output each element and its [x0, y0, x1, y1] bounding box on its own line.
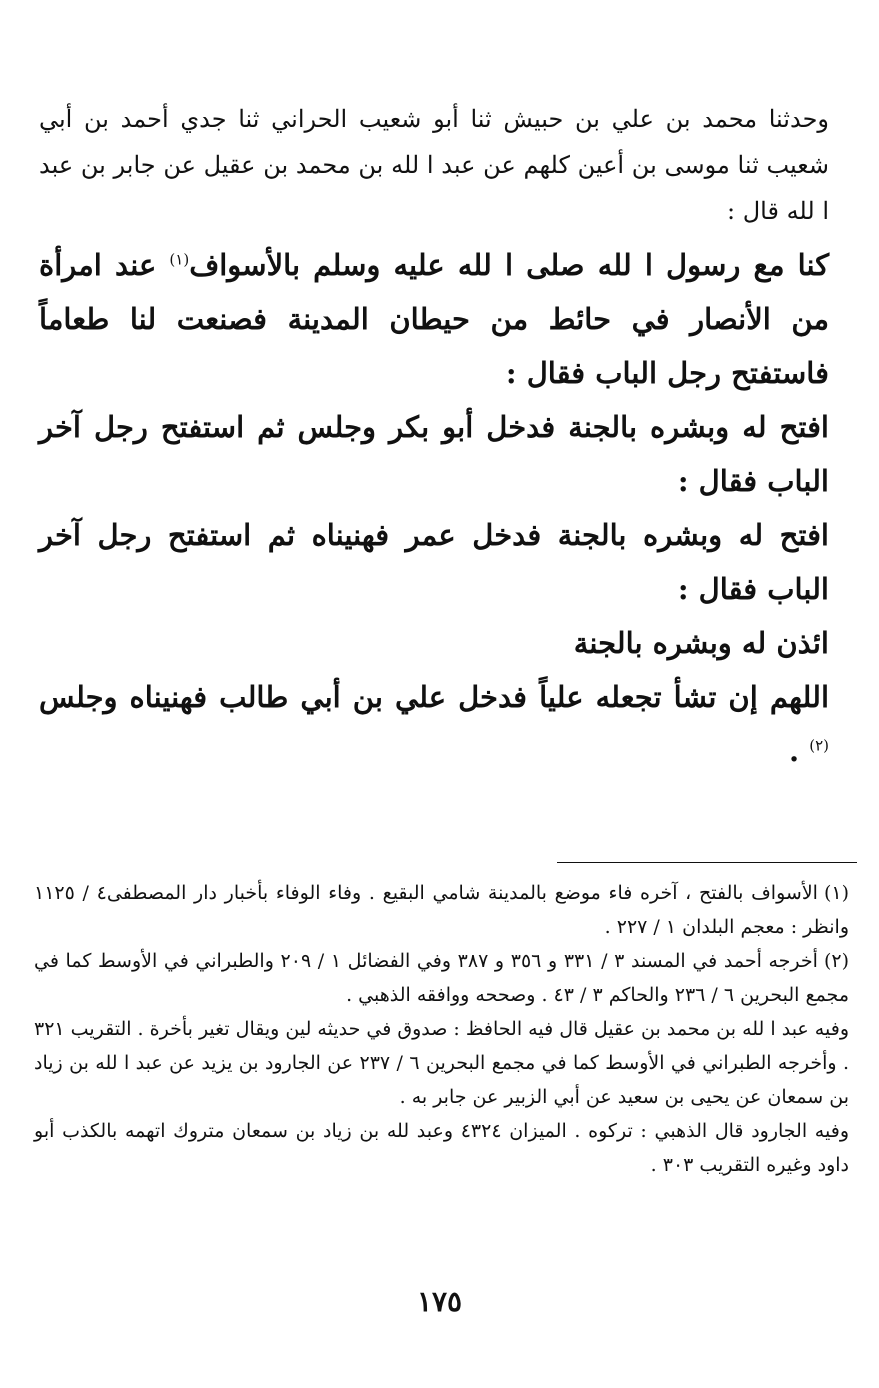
footnote-separator: [557, 862, 857, 863]
footnote-2-continuation-2: وفيه الجارود قال الذهبي : تركوه . الميزان ٤٣٢٤ وعبد لله بن زياد بن سمعان متروك اتهمه بالكذب أبو داود وغيره التقريب ٣٠٣ .: [34, 1120, 849, 1176]
hadith-paragraph-3: افتح له وبشره بالجنة فدخل عمر فهنيناه ثم استفتح رجل آخر الباب فقال :: [39, 518, 829, 606]
footnote-marker-2[interactable]: (٢): [809, 736, 829, 755]
hadith-paragraph-5: [39, 670, 829, 778]
footnote-1-number: (١): [823, 882, 850, 904]
hadith-p5-after: .: [789, 734, 810, 768]
footnote-marker-1[interactable]: (١): [169, 250, 190, 269]
hadith-paragraph-1: [39, 238, 829, 400]
footnote-2-continuation-1: وفيه عبد ا لله بن محمد بن عقيل قال فيه الحافظ : صدوق في حديثه لين ويقال تغير بأخرة . التقريب ٣٢١ . وأخرجه الطبراني في الأوسط كما في مجمع البحرين ٦ / ٢٣٧ عن الجارود بن يزيد عن عبد ا لله بن زياد بن سمعان عن يحيى بن سعيد عن أبي الزبير عن جابر به .: [34, 1018, 849, 1108]
hadith-text: [39, 238, 829, 778]
hadith-p5-before: اللهم إن تشأ تجعله علياً فدخل علي بن أبي طالب فهنيناه وجلس: [39, 680, 829, 714]
isnad-paragraph: [39, 96, 829, 234]
footnote-1-text: الأسواف بالفتح ، آخره فاء موضع بالمدينة شامي البقيع . وفاء الوفاء بأخبار دار المصطفى٤ / ١١٢٥ وانظر : معجم البلدان ١ / ٢٢٧ .: [34, 882, 849, 938]
hadith-paragraph-2: افتح له وبشره بالجنة فدخل أبو بكر وجلس ثم استفتح رجل آخر الباب فقال :: [39, 410, 829, 498]
footnotes: [34, 876, 849, 1182]
isnad-text: وحدثنا محمد بن علي بن حبيش ثنا أبو شعيب الحراني ثنا جدي أحمد بن أبي شعيب ثنا موسى بن أعين كلهم عن عبد ا لله بن محمد بن عقيل عن جابر بن عبد ا لله قال :: [39, 105, 829, 225]
hadith-paragraph-4: ائذن له وبشره بالجنة: [573, 626, 829, 660]
footnote-1: [34, 876, 849, 944]
footnote-2: [34, 944, 849, 1012]
footnote-2-text: أخرجه أحمد في المسند ٣ / ٣٣١ و ٣٥٦ و ٣٨٧ وفي الفضائل ١ / ٢٠٩ والطبراني في الأوسط كما في مجمع البحرين ٦ / ٢٣٦ والحاكم ٣ / ٤٣ . وصححه ووافقه الذهبي .: [34, 950, 849, 1006]
footnote-2-number: (٢): [823, 950, 849, 972]
page-number: ١٧٥: [416, 1285, 463, 1318]
hadith-p1-before: كنا مع رسول ا لله صلى ا لله عليه وسلم بالأسواف: [189, 248, 830, 282]
hadith-p1-after: عند امرأة من الأنصار في حائط من حيطان المدينة فصنعت لنا طعاماً فاستفتح رجل الباب فقال :: [39, 248, 829, 390]
